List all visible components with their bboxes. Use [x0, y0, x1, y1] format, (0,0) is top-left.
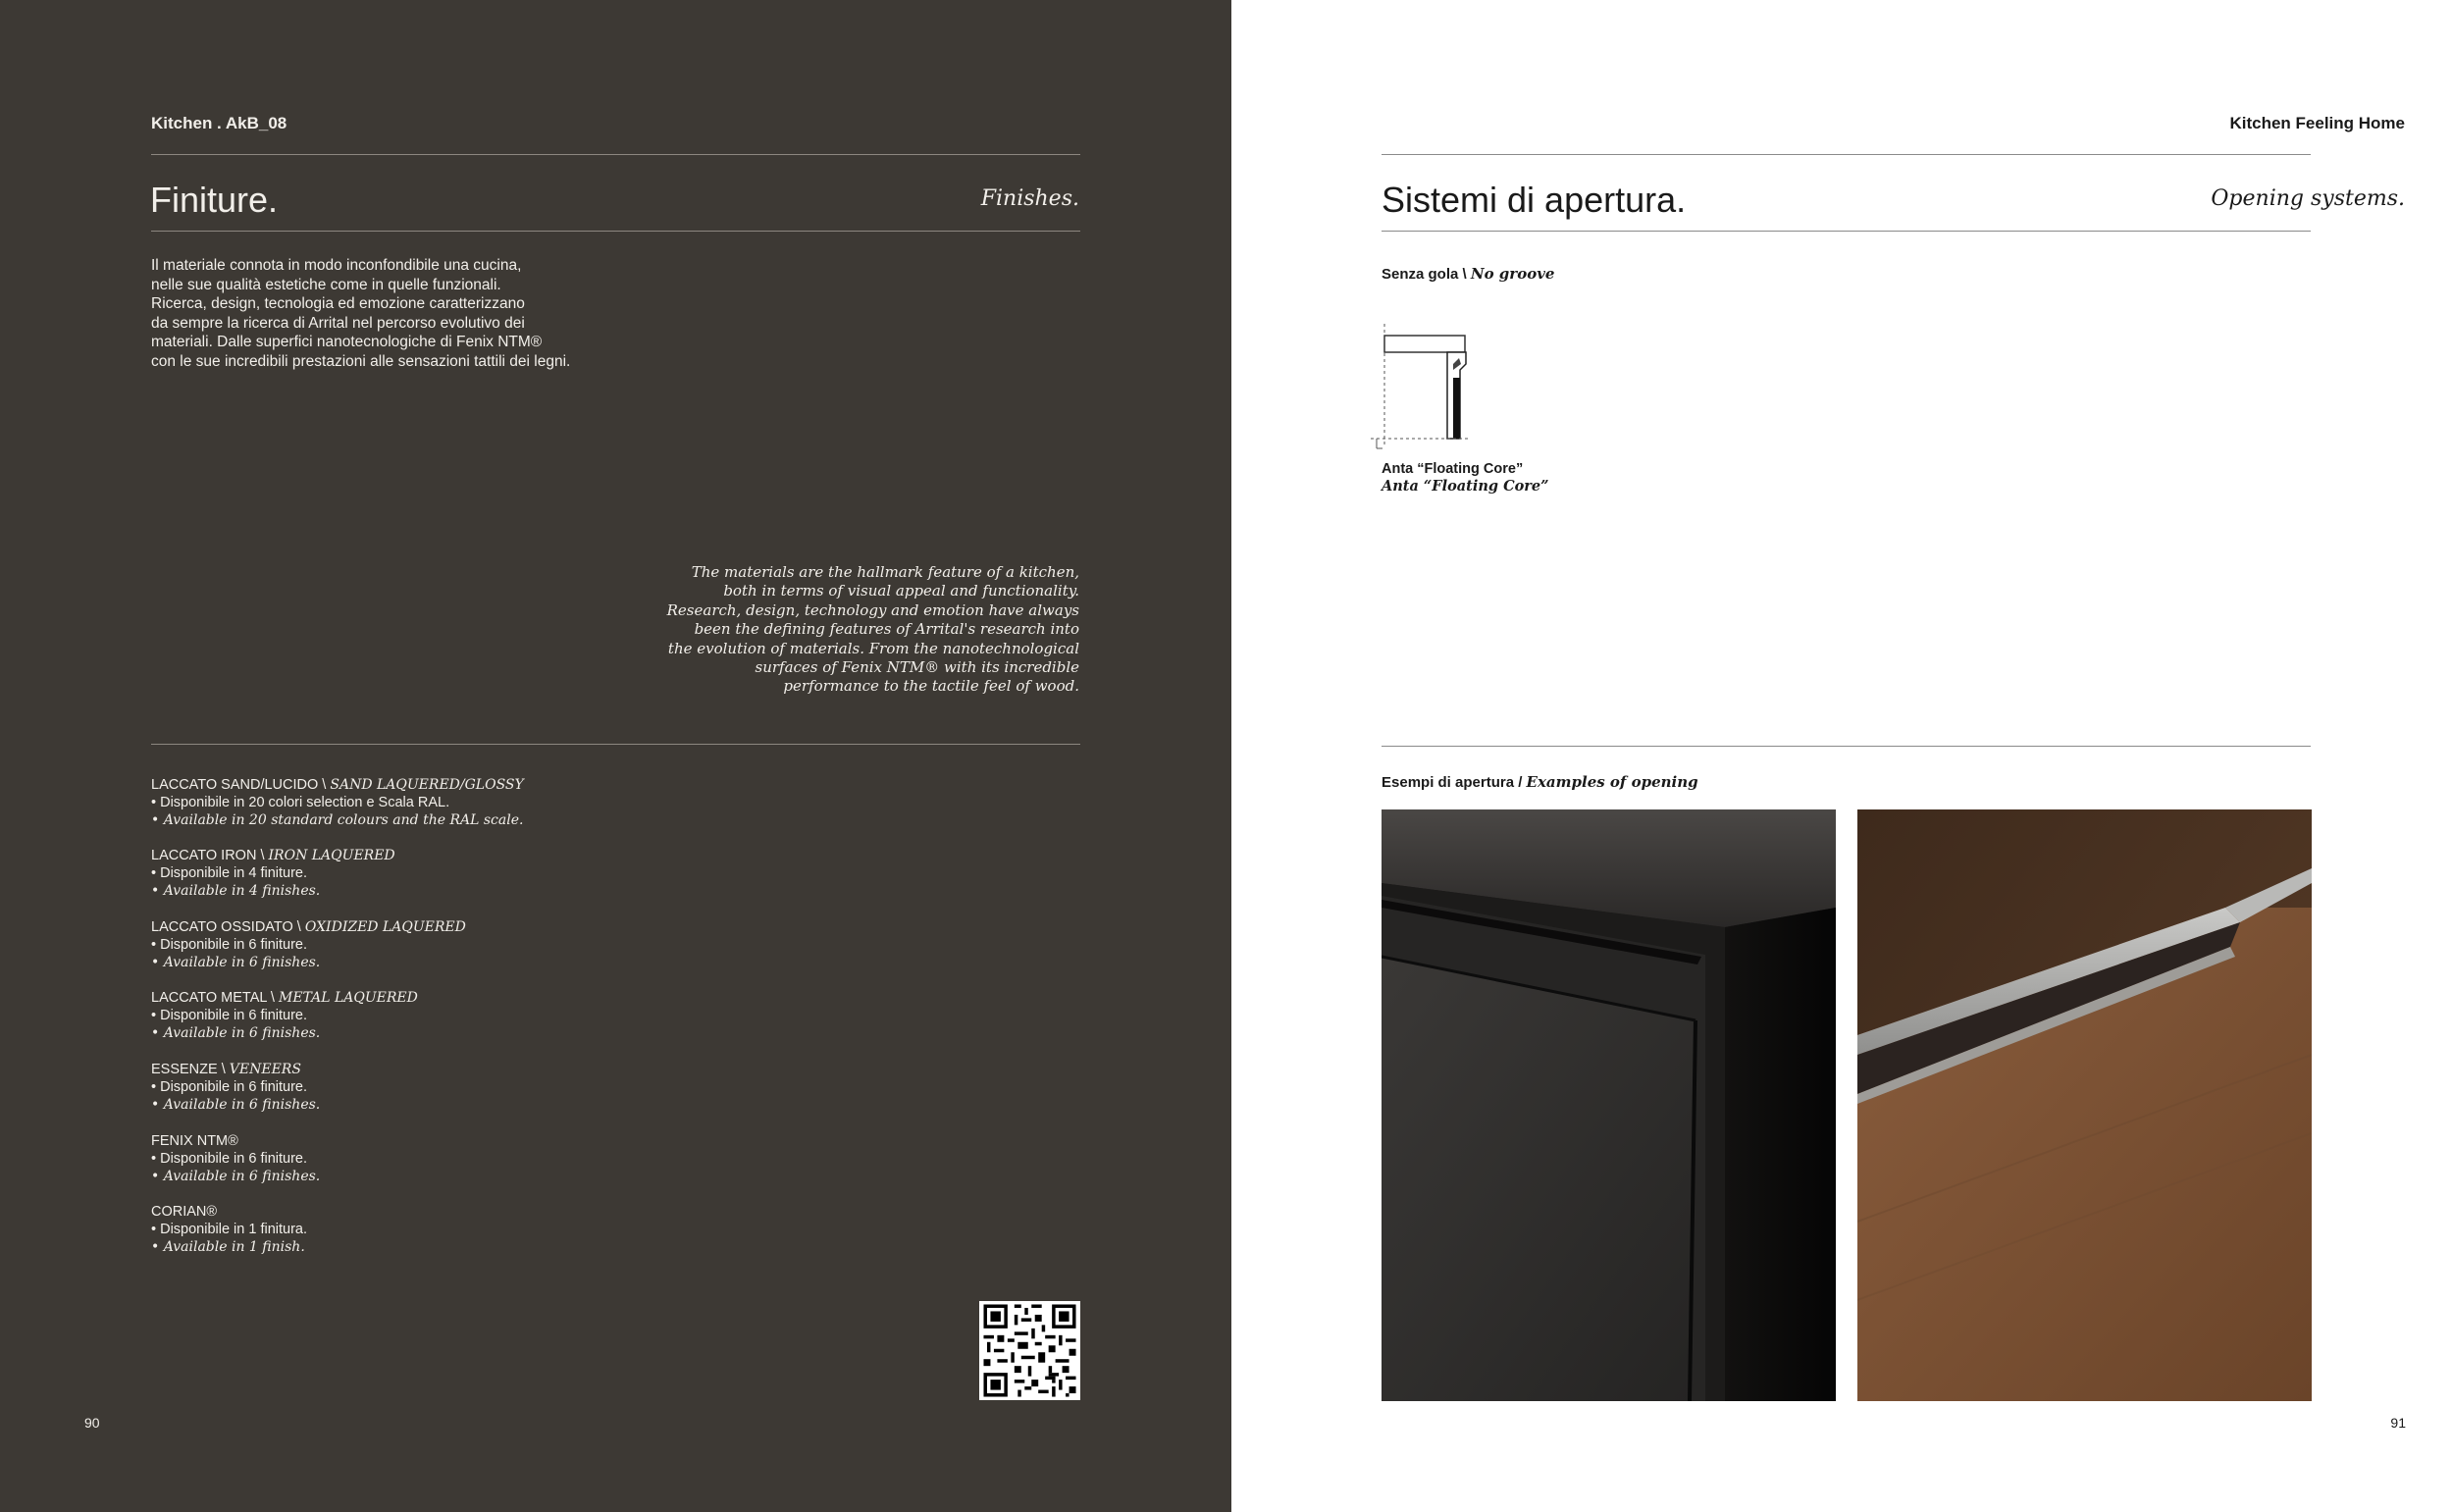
- divider: [1382, 746, 2311, 747]
- finish-availability-en: • Available in 6 finishes.: [151, 1097, 321, 1113]
- right-page: [1231, 0, 2452, 1512]
- intro-it-line: materiali. Dalle superfici nanotecnologiche di Fenix NTM®: [151, 334, 543, 350]
- intro-it: [151, 256, 570, 371]
- finish-availability-en: • Available in 6 finishes.: [151, 1025, 321, 1041]
- section-label: Senza gola \: [1382, 266, 1471, 283]
- divider: [1382, 154, 2311, 155]
- finish-name: ESSENZE \: [151, 1062, 230, 1077]
- finish-availability-it: • Disponibile in 4 finiture.: [151, 865, 308, 881]
- finish-availability-en: • Available in 20 standard colours and the RAL scale.: [151, 812, 524, 828]
- finish-name: LACCATO OSSIDATO \: [151, 919, 305, 935]
- finish-availability-it: • Disponibile in 6 finiture.: [151, 937, 308, 953]
- finish-availability-it: • Disponibile in 20 colori selection e Scala RAL.: [151, 795, 450, 810]
- finish-availability-en: • Available in 6 finishes.: [151, 1169, 321, 1184]
- finish-item: [151, 1203, 307, 1256]
- intro-it-line: da sempre la ricerca di Arrital nel percorso evolutivo dei: [151, 314, 525, 332]
- diagram-caption-it: Anta “Floating Core”: [1382, 461, 1524, 477]
- finish-name-en: OXIDIZED LAQUERED: [304, 919, 466, 935]
- diagram-caption: [1382, 460, 1549, 495]
- intro-it-line: con le sue incredibili prestazioni alle sensazioni tattili dei legni.: [151, 352, 571, 370]
- page-title-en: Finishes.: [980, 186, 1079, 211]
- finish-name-en: IRON LAQUERED: [268, 848, 395, 863]
- divider: [151, 744, 1080, 745]
- qr-code-icon: [979, 1301, 1080, 1400]
- finish-availability-en: • Available in 1 finish.: [151, 1239, 305, 1255]
- finish-item: [151, 989, 418, 1042]
- intro-en-line: been the defining features of Arrital's research into: [694, 620, 1079, 639]
- page-title: Finiture.: [150, 180, 279, 220]
- intro-en-line: both in terms of visual appeal and functionality.: [723, 582, 1079, 600]
- finish-item: [151, 1061, 320, 1114]
- finish-item: [151, 1132, 320, 1185]
- dark-door-photo: [1382, 809, 1836, 1401]
- section-label-en: No groove: [1470, 265, 1555, 283]
- intro-en-line: surfaces of Fenix NTM® with its incredible: [755, 658, 1079, 677]
- finish-item: [151, 918, 466, 971]
- page-title-en: Opening systems.: [2211, 186, 2405, 211]
- finish-item: [151, 776, 524, 829]
- section-label: Esempi di apertura /: [1382, 774, 1527, 791]
- page-number: 91: [2390, 1415, 2406, 1431]
- intro-en-line: The materials are the hallmark feature of a kitchen,: [691, 563, 1079, 581]
- left-header: Kitchen . AkB_08: [151, 114, 287, 132]
- finish-name-en: SAND LAQUERED/GLOSSY: [330, 777, 524, 793]
- intro-en-line: the evolution of materials. From the nanotechnological: [667, 639, 1079, 657]
- section-label-en: Examples of opening: [1526, 773, 1698, 791]
- finish-name: CORIAN®: [151, 1204, 218, 1220]
- section-examples: [1382, 773, 1698, 791]
- finish-availability-en: • Available in 4 finishes.: [151, 883, 321, 899]
- finish-name: FENIX NTM®: [151, 1133, 238, 1149]
- right-header: Kitchen Feeling Home: [2229, 114, 2405, 132]
- page-number: 90: [84, 1415, 100, 1431]
- intro-it-line: Il materiale connota in modo inconfondibile una cucina,: [151, 257, 522, 274]
- finish-availability-it: • Disponibile in 1 finitura.: [151, 1222, 308, 1237]
- divider: [151, 154, 1080, 155]
- diagram-caption-en: Anta “Floating Core”: [1382, 478, 1549, 495]
- section-no-groove: [1382, 265, 1554, 283]
- finish-name-en: VENEERS: [229, 1062, 301, 1077]
- finish-availability-it: • Disponibile in 6 finiture.: [151, 1008, 308, 1023]
- finish-name-en: METAL LAQUERED: [279, 990, 418, 1006]
- divider: [1382, 231, 2311, 232]
- finish-name: LACCATO METAL \: [151, 990, 279, 1006]
- finish-availability-en: • Available in 6 finishes.: [151, 955, 321, 970]
- intro-en-line: performance to the tactile feel of wood.: [783, 677, 1079, 696]
- wood-door-photo: [1857, 809, 2312, 1401]
- finish-name: LACCATO IRON \: [151, 848, 269, 863]
- intro-it-line: Ricerca, design, tecnologia ed emozione caratterizzano: [151, 295, 525, 312]
- page-title: Sistemi di apertura.: [1382, 180, 1687, 220]
- intro-en: [667, 563, 1079, 697]
- finish-name: LACCATO SAND/LUCIDO \: [151, 777, 331, 793]
- divider: [151, 231, 1080, 232]
- intro-it-line: nelle sue qualità estetiche come in quelle funzionali.: [151, 276, 501, 293]
- finish-availability-it: • Disponibile in 6 finiture.: [151, 1151, 308, 1167]
- qr-code[interactable]: [979, 1301, 1080, 1400]
- finish-item: [151, 847, 395, 900]
- intro-en-line: Research, design, technology and emotion have always: [666, 600, 1079, 619]
- finish-availability-it: • Disponibile in 6 finiture.: [151, 1079, 308, 1095]
- door-profile-diagram: [1369, 319, 1477, 456]
